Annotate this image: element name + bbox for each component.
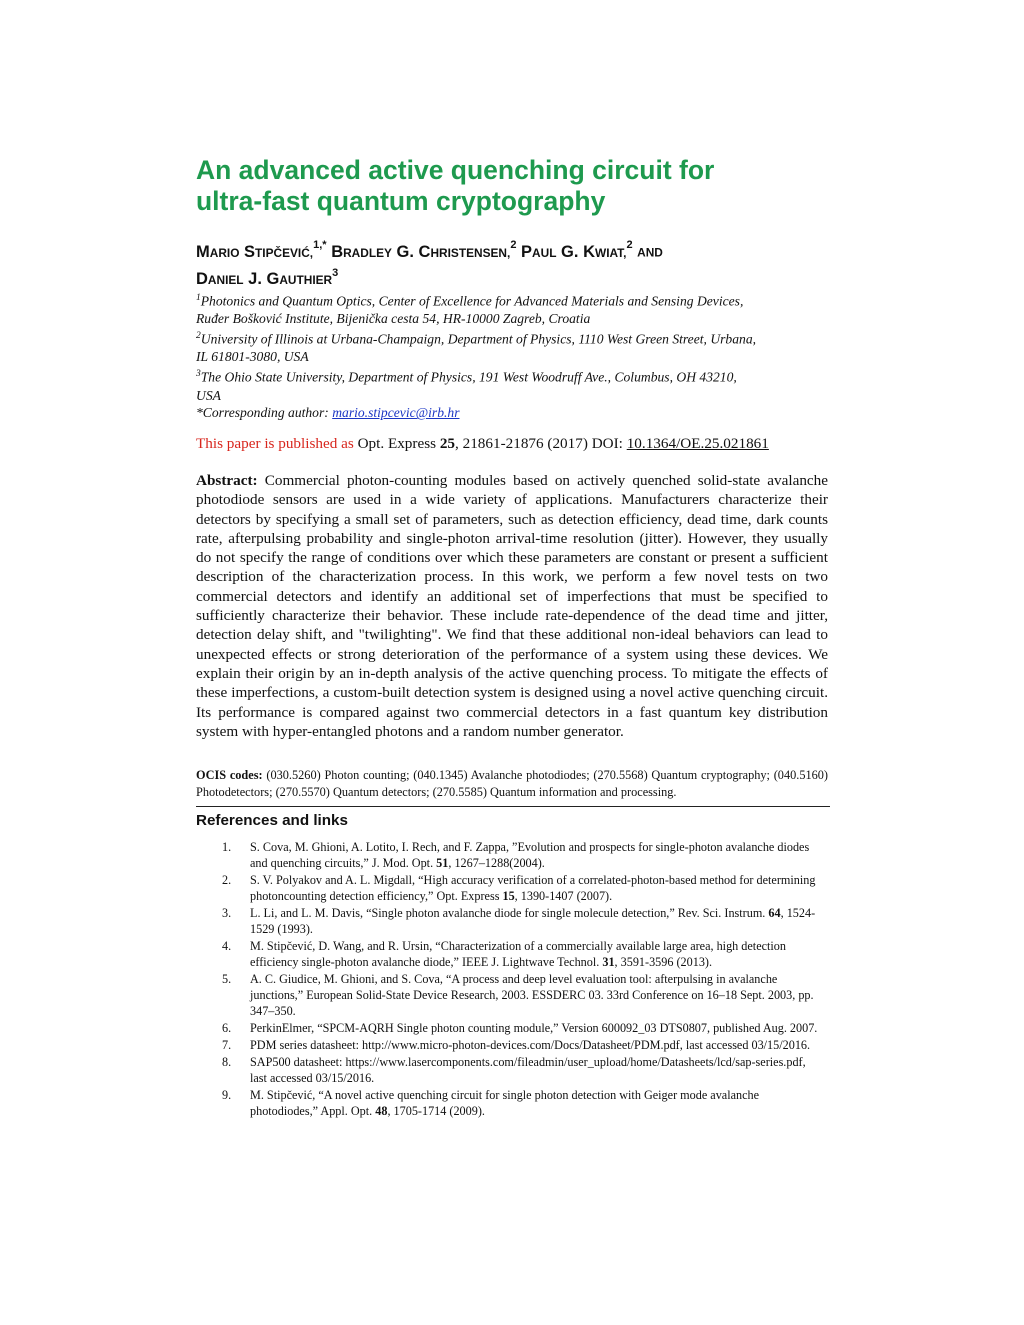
affiliations bbox=[196, 290, 828, 422]
published-as-label: This paper is published as bbox=[196, 435, 354, 452]
title-line-2: ultra-fast quantum cryptography bbox=[196, 186, 606, 216]
reference-number: 1. bbox=[222, 840, 232, 854]
affiliation-3: $^3$The Ohio State University, Department of Physics, 191 West Woodruff Ave., Columbus, OH 43210, bbox=[196, 369, 737, 385]
section-divider bbox=[196, 806, 830, 807]
abstract-label: Abstract: bbox=[196, 472, 258, 489]
abstract bbox=[196, 471, 828, 741]
affiliation-3-cont: USA bbox=[196, 387, 221, 403]
ocis-text: (030.5260) Photon counting; (040.1345) Avalanche photodiodes; (270.5568) Quantum cryptography; (040.5160) Photodetectors; (270.5570) Quantum detectors; (270.5585) Quantum information and processing. bbox=[196, 768, 829, 799]
abstract-text: Commercial photon-counting modules based on actively quenched solid-state avalanche photodiode sensors are used in a wide variety of applications. Manufacturers characterize their detectors by specifying a small set of parameters, such as detection efficiency, dead time, dark counts rate, afterpulsing probability and single-photon arrival-time resolution (jitter). However, they usually do not specify the range of conditions over which these parameters are constant or present a sufficient description of the characterization process. In this work, we perform a few novel tests on two commercial detectors and identify an additional set of imperfections that must be specified to sufficiently characterize their behavior. These include rate-dependence of the dead time and jitter, detection delay shift, and "twilighting". We find that these additional non-ideal behaviors can lead to unexpected effects or strong deterioration of the performance of a system using these devices. We explain their origin by an in-depth analysis of the active quenching process. To mitigate the effects of these imperfections, a custom-built detection system is designed using a novel active quenching circuit. Its performance is compared against two commercial detectors in a fast quantum key distribution system with hyper-entangled photons and a random number generator. bbox=[196, 472, 829, 740]
author-stipcevic: MARIO STIPČEVIĆ,$^{1,*}$ bbox=[196, 239, 327, 261]
reference-number: 3. bbox=[222, 906, 232, 920]
reference-item bbox=[196, 906, 828, 938]
reference-text: SAP500 datasheet: https://www.lasercomponents.com/fileadmin/user_upload/home/Datasheets/lcd/sap-series.pdf, last accessed 03/15/2016. bbox=[250, 1055, 806, 1085]
journal-name: Opt. Express bbox=[357, 435, 437, 452]
reference-number: 5. bbox=[222, 972, 232, 986]
doi-link[interactable]: 10.1364/OE.25.021861 bbox=[626, 435, 769, 452]
journal-pages: , 21861-21876 (2017) DOI: bbox=[455, 435, 623, 452]
reference-item bbox=[196, 1055, 828, 1087]
reference-text: PDM series datasheet: http://www.micro-photon-devices.com/Docs/Datasheet/PDM.pdf, last accessed 03/15/2016. bbox=[250, 1038, 811, 1052]
title-line-1: An advanced active quenching circuit for bbox=[196, 155, 715, 185]
reference-item bbox=[196, 972, 828, 1020]
publication-note bbox=[196, 434, 828, 454]
reference-text: M. Stipčević, D. Wang, and R. Ursin, “Characterization of a commercially available large area, high detection efficiency single-photon avalanche diode,” IEEE J. Lightwave Technol. 31, 3591-3596 (2013). bbox=[250, 939, 786, 969]
reference-item bbox=[196, 1088, 828, 1120]
reference-text: L. Li, and L. M. Davis, “Single photon avalanche diode for single molecule detection,” Rev. Sci. Instrum. 64, 1524-1529 (1993). bbox=[250, 906, 816, 936]
reference-number: 4. bbox=[222, 939, 232, 953]
references-list bbox=[196, 840, 828, 1121]
affiliation-2-cont: IL 61801-3080, USA bbox=[196, 349, 309, 365]
reference-item bbox=[196, 1038, 828, 1054]
author-list bbox=[196, 236, 828, 291]
author-line-2 bbox=[196, 264, 828, 292]
paper-title bbox=[196, 155, 828, 217]
ocis-label: OCIS codes: bbox=[196, 768, 263, 782]
references-heading: References and links bbox=[196, 812, 348, 829]
author-gauthier: DANIEL J. GAUTHIER$^3$ bbox=[196, 266, 339, 288]
author-kwiat: PAUL G. KWIAT,$^2$ bbox=[521, 239, 633, 261]
reference-text: A. C. Giudice, M. Ghioni, and S. Cova, “A process and deep level evaluation tool: afterpulsing in avalanche junctions,” European Solid-State Device Research, 2003. ESSDERC 03. 33rd Conference on 16–18 Sept. 2003, pp. 347–350. bbox=[250, 972, 814, 1018]
reference-number: 7. bbox=[222, 1038, 232, 1052]
affiliation-1-cont: Ruđer Bošković Institute, Bijenička cesta 54, HR-10000 Zagreb, Croatia bbox=[196, 311, 591, 327]
corresponding-email-link[interactable]: mario.stipcevic@irb.hr bbox=[332, 405, 460, 421]
reference-number: 6. bbox=[222, 1020, 232, 1035]
reference-text: S. V. Polyakov and A. L. Migdall, “High accuracy verification of a correlated-photon-based method for determining photoncounting detection efficiency,” Opt. Express 15, 1390-1407 (2007). bbox=[250, 873, 816, 903]
reference-item bbox=[196, 840, 828, 872]
reference-number: 2. bbox=[222, 873, 232, 887]
ocis-codes bbox=[196, 767, 828, 801]
author-line-1 bbox=[196, 236, 828, 264]
reference-text: M. Stipčević, “A novel active quenching circuit for single photon detection with Geiger mode avalanche photodiodes,” Appl. Opt. 48, 1705-1714 (2009). bbox=[250, 1088, 760, 1118]
author-christensen: BRADLEY G. CHRISTENSEN,$^2$ bbox=[331, 239, 517, 261]
affiliation-1: $^1$Photonics and Quantum Optics, Center of Excellence for Advanced Materials and Sensing Devices, bbox=[196, 293, 744, 309]
reference-number: 9. bbox=[222, 1088, 232, 1103]
reference-item bbox=[196, 939, 828, 971]
reference-item bbox=[196, 873, 828, 905]
affiliation-2: $^2$University of Illinois at Urbana-Champaign, Department of Physics, 1110 West Green Street, Urbana, bbox=[196, 331, 757, 347]
reference-number: 8. bbox=[222, 1055, 232, 1070]
reference-text: S. Cova, M. Ghioni, A. Lotito, I. Rech, and F. Zappa, ”Evolution and prospects for single-photon avalanche diodes and quenching circuits,” J. Mod. Opt. 51, 1267–1288(2004). bbox=[250, 840, 810, 870]
reference-item bbox=[196, 1021, 828, 1037]
reference-text: PerkinElmer, “SPCM-AQRH Single photon counting module,” Version 600092_03 DTS0807, published Aug. 2007. bbox=[250, 1020, 818, 1035]
author-and: AND bbox=[637, 245, 663, 260]
corresponding-author: *Corresponding author: mario.stipcevic@irb.hr bbox=[196, 405, 460, 421]
journal-volume: 25 bbox=[439, 435, 456, 452]
